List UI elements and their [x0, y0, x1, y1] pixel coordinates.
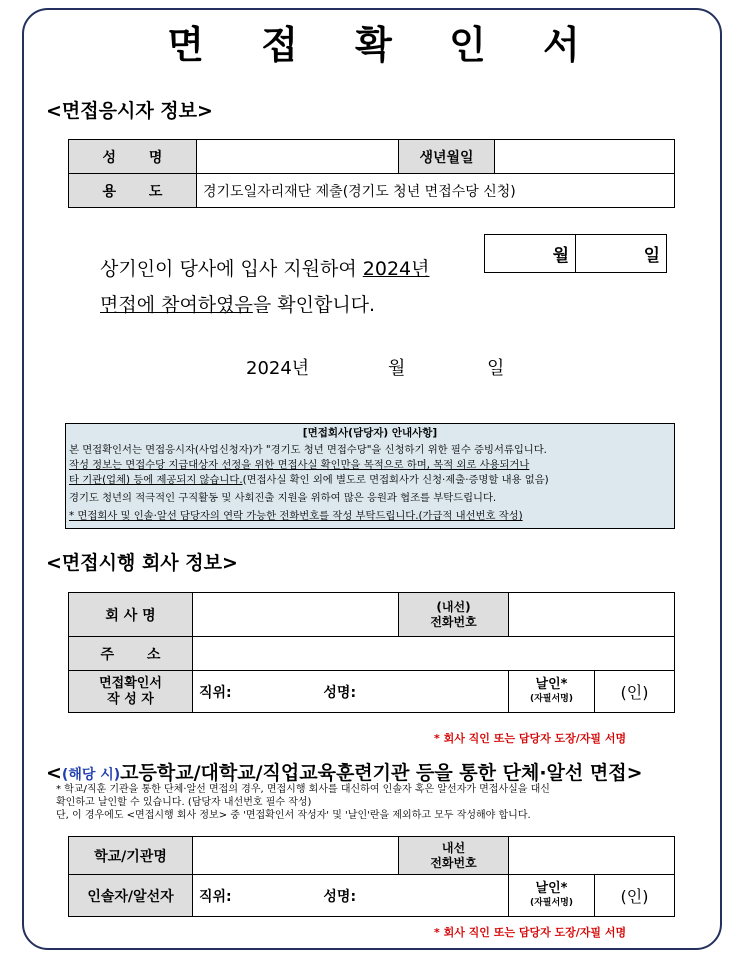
- company-phone-label: [399, 593, 509, 637]
- company-seal-label: [509, 671, 595, 713]
- company-seal-sub: (자필서명): [529, 693, 573, 704]
- writer-label-line-2: 작 성 자: [107, 691, 154, 707]
- group-desc-line-1: * 학교/직훈 기관을 통한 단체·알선 면접의 경우, 면접시행 회사를 대신하여 인솔자 혹은 알선자가 면접사실을 대신: [56, 784, 550, 795]
- address-label: 주 소: [69, 637, 193, 671]
- group-seal-label-text: 날인*: [535, 880, 568, 896]
- writer-field[interactable]: [193, 671, 509, 713]
- group-heading-prefix: (해당 시): [61, 767, 121, 783]
- name-label: 성 명: [69, 140, 197, 174]
- notice-heading: [면접회사(담당자) 안내사항]: [302, 427, 438, 439]
- notice-line-4: 경기도 청년의 적극적인 구직활동 및 사회진출 지원을 위하여 많은 응원과 협조를 부탁드립니다.: [69, 492, 497, 504]
- group-heading-open: <: [46, 762, 62, 784]
- notice-line-2: 작성 정보는 면접수당 지급대상자 선정을 위한 면접사실 확인만을 목적으로 하며, 목적 외로 사용되거나: [69, 459, 530, 471]
- document-title: 면 접 확 인 서: [167, 23, 602, 67]
- applicant-table: [68, 139, 675, 208]
- company-ext-label: (내선): [436, 599, 471, 614]
- escort-label: 인솔자/알선자: [69, 875, 193, 917]
- company-phone-field[interactable]: [509, 593, 675, 637]
- group-phone-label: [399, 837, 509, 875]
- group-seal-field[interactable]: (인): [595, 875, 675, 917]
- writer-position-label: 직위:: [199, 684, 232, 701]
- statement-year: 2024년: [362, 258, 430, 280]
- escort-field[interactable]: [193, 875, 509, 917]
- escort-name-label: 성명:: [323, 888, 357, 905]
- group-seal-label: [509, 875, 595, 917]
- statement-line-1: [100, 254, 429, 281]
- school-field[interactable]: [193, 837, 399, 875]
- group-phone-field[interactable]: [509, 837, 675, 875]
- company-name-label: 회 사 명: [69, 593, 193, 637]
- statement-prefix: 상기인이 당사에 입사 지원하여: [100, 258, 363, 280]
- company-seal-field[interactable]: (인): [595, 671, 675, 713]
- statement-day[interactable]: 일: [576, 235, 667, 273]
- statement-suffix: 을 확인합니다.: [252, 294, 376, 316]
- statement-month[interactable]: 월: [485, 235, 576, 273]
- group-description: [56, 783, 550, 822]
- birth-label: 생년월일: [399, 140, 495, 174]
- address-field[interactable]: [193, 637, 675, 671]
- statement-line-2: [100, 290, 375, 317]
- notice-box: [65, 423, 675, 529]
- company-section-heading: <면접시행 회사 정보>: [46, 552, 238, 574]
- date-month: 월: [388, 358, 406, 379]
- notice-line-3-underlined: 타 기관(업체) 등에 제공되지 않습니다.: [69, 474, 243, 486]
- writer-label: [69, 671, 193, 713]
- notice-line-1: 본 면접확인서는 면접응시자(사업신청자)가 "경기도 청년 면접수당"을 신청하기 위한 필수 증빙서류입니다.: [69, 444, 547, 456]
- group-section-heading: [46, 758, 643, 785]
- birth-field[interactable]: [495, 140, 675, 174]
- applicant-section-heading: <면접응시자 정보>: [46, 100, 213, 122]
- name-field[interactable]: [197, 140, 399, 174]
- group-ext-label: 내선: [441, 840, 466, 855]
- group-seal-sub: (자필서명): [529, 897, 573, 908]
- statement-underlined: 면접에 참여하였음: [100, 294, 253, 316]
- school-label: 학교/기관명: [69, 837, 193, 875]
- company-seal-note: * 회사 직인 또는 담당자 도장/자필 서명: [434, 732, 627, 745]
- statement-date-box: [484, 234, 667, 273]
- escort-position-label: 직위:: [199, 888, 232, 905]
- company-phone-label-text: 전화번호: [430, 614, 477, 629]
- company-table: [68, 592, 675, 713]
- company-name-field[interactable]: [193, 593, 399, 637]
- group-desc-line-3: 단, 이 경우에도 <면접시행 회사 정보> 중 '면접확인서 작성자' 및 '날인'란을 제외하고 모두 작성해야 합니다.: [56, 810, 531, 821]
- company-seal-label-text: 날인*: [535, 676, 568, 692]
- purpose-label: 용 도: [69, 174, 197, 208]
- group-desc-line-2: 확인하고 날인할 수 있습니다. (담당자 내선번호 필수 작성): [56, 797, 312, 808]
- date-day: 일: [487, 358, 505, 379]
- date-year: 2024년: [246, 358, 310, 379]
- group-table: [68, 836, 675, 917]
- group-seal-note: * 회사 직인 또는 담당자 도장/자필 서명: [434, 926, 627, 939]
- notice-line-5: * 면접회사 및 인솔·알선 담당자의 연락 가능한 전화번호를 작성 부탁드립니다.(가급적 내선번호 작성): [69, 510, 523, 522]
- notice-line-3-suffix: (면접사실 확인 외에 별도로 면접회사가 신청·제출·증명할 내용 없음): [242, 474, 549, 486]
- writer-label-line-1: 면접확인서: [99, 675, 162, 691]
- purpose-value: 경기도일자리재단 제출(경기도 청년 면접수당 신청): [197, 174, 675, 208]
- group-heading-rest: 고등학교/대학교/직업교육훈련기관 등을 통한 단체·알선 면접>: [120, 762, 643, 784]
- notice-line-3: [69, 473, 671, 488]
- writer-name-label: 성명:: [323, 684, 357, 701]
- group-phone-label-text: 전화번호: [430, 855, 477, 870]
